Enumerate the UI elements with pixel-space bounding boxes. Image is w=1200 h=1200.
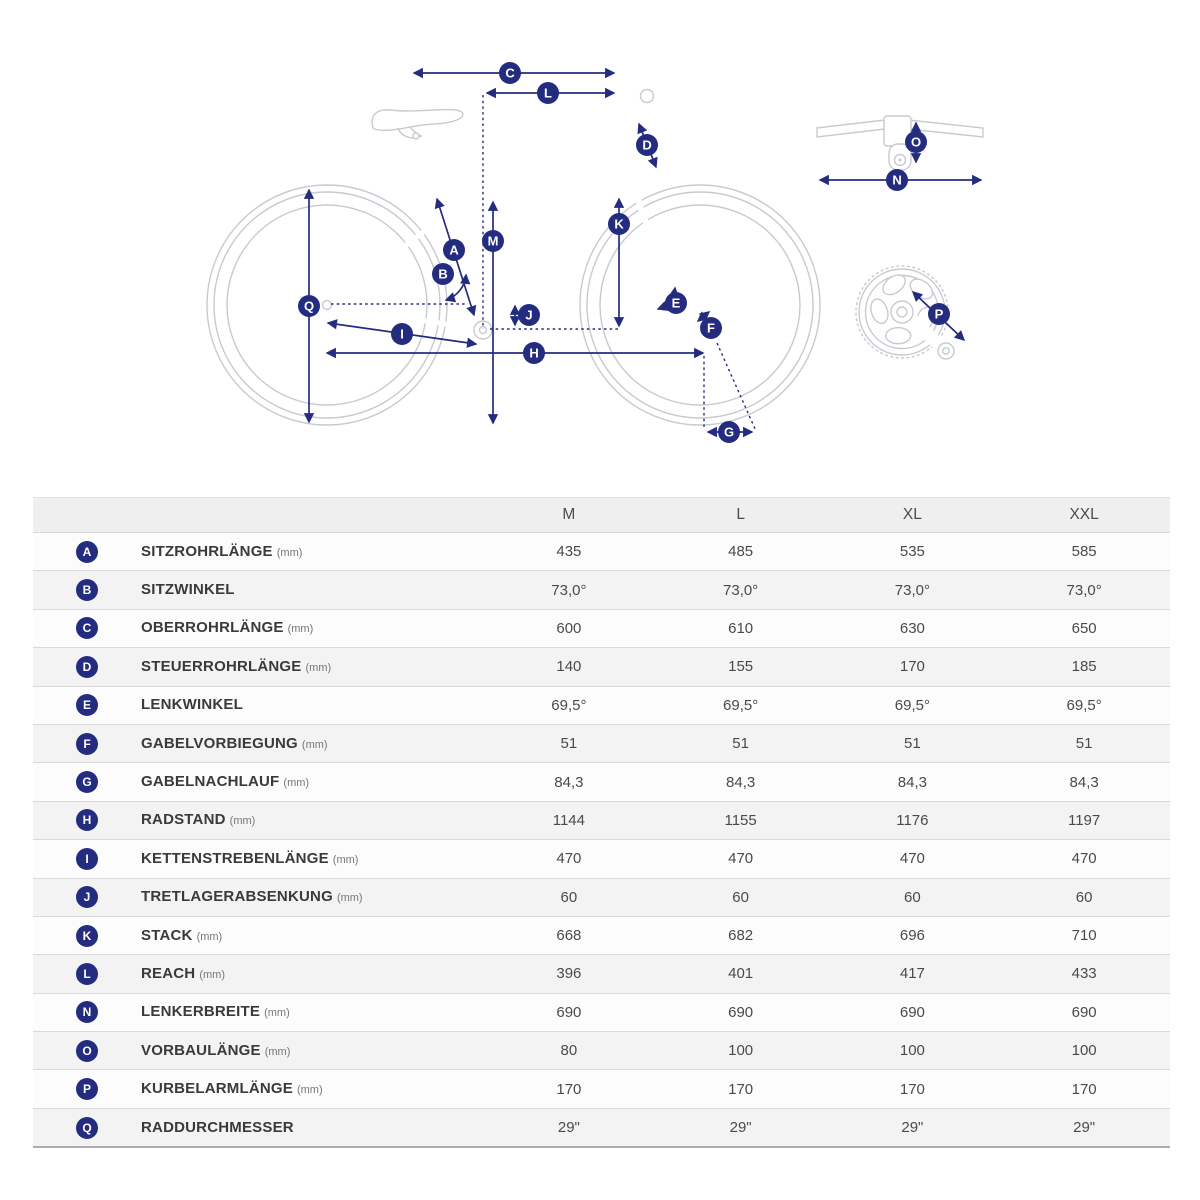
table-row — [33, 762, 1170, 800]
table-row — [33, 1031, 1170, 1069]
svg-text:D: D — [642, 137, 652, 153]
value-m: 60 — [560, 888, 578, 906]
svg-text:F: F — [707, 320, 715, 336]
value-xl: 100 — [899, 1042, 925, 1060]
svg-text:B: B — [438, 266, 448, 282]
value-xl: 170 — [899, 1080, 925, 1098]
svg-text:L: L — [544, 85, 552, 101]
svg-text:E: E — [671, 295, 681, 311]
value-xl: 470 — [899, 850, 925, 868]
svg-text:K: K — [614, 216, 624, 232]
row-label: LENKERBREITE — [141, 1003, 261, 1021]
value-m: 69,5° — [551, 696, 587, 714]
row-label: GABELNACHLAUF — [141, 773, 280, 791]
svg-text:O: O — [910, 134, 922, 150]
row-letter-badge: K — [76, 925, 98, 947]
value-xl: 84,3 — [897, 773, 927, 791]
row-letter-badge: N — [76, 1001, 98, 1023]
row-label: TRETLAGERABSENKUNG — [141, 888, 333, 906]
value-xxl: 60 — [1075, 888, 1093, 906]
value-xl: 73,0° — [894, 581, 930, 599]
value-xxl: 690 — [1071, 1003, 1097, 1021]
value-l: 100 — [728, 1042, 754, 1060]
value-l: 51 — [732, 735, 749, 753]
fork — [636, 191, 700, 308]
marker-badge-D — [636, 134, 658, 156]
table-row — [33, 916, 1170, 954]
table-row — [33, 647, 1170, 685]
row-label: VORBAULÄNGE — [141, 1041, 261, 1059]
value-xl: 630 — [899, 619, 925, 637]
svg-text:J: J — [525, 307, 533, 323]
marker-badge-I — [391, 323, 413, 345]
marker-badge-G — [718, 421, 740, 443]
svg-text:C: C — [505, 65, 515, 81]
marker-badge-F — [700, 317, 722, 339]
table-row — [33, 839, 1170, 877]
value-l: 401 — [728, 965, 754, 983]
row-unit: (mm) — [264, 1007, 290, 1020]
value-xxl: 185 — [1071, 658, 1097, 676]
table-body — [33, 532, 1170, 1148]
value-m: 73,0° — [551, 581, 587, 599]
value-xl: 417 — [899, 965, 925, 983]
row-letter-badge: F — [76, 733, 98, 755]
table-row — [33, 686, 1170, 724]
value-l: 485 — [728, 543, 754, 561]
row-unit: (mm) — [296, 1084, 323, 1097]
marker-badge-N — [886, 169, 908, 191]
table-row — [33, 609, 1170, 647]
value-xxl: 84,3 — [1069, 773, 1099, 791]
rear-dropout — [323, 301, 332, 310]
value-m: 600 — [556, 619, 582, 637]
value-m: 690 — [556, 1003, 582, 1021]
svg-text:I: I — [400, 326, 404, 342]
svg-text:G: G — [723, 424, 735, 440]
value-xxl: 170 — [1071, 1080, 1097, 1098]
svg-text:Q: Q — [303, 298, 315, 314]
value-xl: 170 — [899, 658, 925, 676]
table-row — [33, 570, 1170, 608]
row-label: RADSTAND — [141, 811, 226, 829]
table-row — [33, 954, 1170, 992]
marker-badge-Q — [298, 295, 320, 317]
value-m: 1144 — [552, 811, 585, 829]
row-unit: (mm) — [199, 968, 225, 981]
row-letter-badge: J — [76, 886, 98, 908]
marker-badge-C — [499, 62, 521, 84]
reference-lines — [331, 95, 756, 431]
row-letter-badge: O — [76, 1040, 98, 1062]
value-l: 470 — [728, 850, 754, 868]
row-label: STACK — [141, 926, 193, 944]
row-unit: (mm) — [301, 738, 328, 751]
value-xxl: 650 — [1071, 619, 1097, 637]
table-row — [33, 724, 1170, 762]
marker-badge-B — [432, 263, 454, 285]
svg-text:N: N — [892, 172, 902, 188]
marker-badge-M — [482, 230, 504, 252]
value-xl: 69,5° — [894, 696, 930, 714]
value-m: 170 — [556, 1080, 582, 1098]
size-column-header-xl: XL — [902, 506, 922, 523]
row-unit: (mm) — [336, 892, 363, 905]
value-l: 84,3 — [726, 773, 756, 791]
handlebar-sketch — [817, 116, 983, 170]
marker-badge-E — [665, 292, 687, 314]
row-label: SITZWINKEL — [141, 581, 235, 599]
row-letter-badge: G — [76, 771, 98, 793]
row-letter-badge: A — [76, 541, 98, 563]
value-l: 170 — [728, 1080, 754, 1098]
value-xl: 696 — [899, 927, 925, 945]
value-l: 1155 — [724, 811, 757, 829]
value-xxl: 470 — [1071, 850, 1097, 868]
table-row — [33, 878, 1170, 916]
value-xxl: 433 — [1071, 965, 1097, 983]
value-xxl: 51 — [1075, 735, 1093, 753]
size-column-header-l: L — [736, 506, 745, 523]
row-label: LENKWINKEL — [141, 696, 243, 714]
value-m: 668 — [556, 927, 582, 945]
size-column-header-m: M — [562, 506, 576, 523]
value-xxl: 100 — [1071, 1042, 1097, 1060]
handlebar-grip — [612, 90, 654, 122]
row-letter-badge: H — [76, 809, 98, 831]
value-l: 73,0° — [723, 581, 759, 599]
value-l: 69,5° — [723, 696, 759, 714]
table-row — [33, 1069, 1170, 1107]
row-unit: (mm) — [229, 815, 256, 828]
table-row — [33, 1108, 1170, 1146]
row-label: OBERROHRLÄNGE — [141, 619, 284, 637]
saddle — [372, 110, 463, 139]
value-xxl: 69,5° — [1066, 696, 1102, 714]
steering-axis-line — [717, 343, 756, 431]
value-m: 51 — [560, 735, 578, 753]
value-xl: 1176 — [896, 811, 929, 829]
value-m: 140 — [556, 658, 582, 676]
bike-sketch — [207, 90, 820, 426]
geometry-diagram — [0, 0, 1200, 470]
value-xl: 51 — [904, 735, 921, 753]
value-m: 29" — [557, 1119, 580, 1137]
value-l: 155 — [728, 658, 754, 676]
marker-badge-A — [443, 239, 465, 261]
row-letter-badge: Q — [76, 1117, 98, 1139]
value-m: 470 — [556, 850, 582, 868]
row-label: STEUERROHRLÄNGE — [141, 657, 302, 675]
value-m: 80 — [560, 1042, 578, 1060]
geometry-table — [33, 497, 1170, 1148]
row-unit: (mm) — [332, 853, 359, 866]
row-unit: (mm) — [287, 623, 314, 636]
value-xxl: 29" — [1073, 1119, 1096, 1137]
svg-text:H: H — [529, 345, 539, 361]
row-unit: (mm) — [305, 661, 332, 674]
row-unit: (mm) — [276, 546, 303, 559]
value-l: 610 — [728, 619, 754, 637]
marker-badge-L — [537, 82, 559, 104]
row-label: KURBELARMLÄNGE — [141, 1080, 293, 1098]
marker-badge-K — [608, 213, 630, 235]
value-m: 396 — [556, 965, 582, 983]
value-xxl: 1197 — [1067, 811, 1101, 829]
frame — [327, 119, 636, 330]
value-xl: 29" — [901, 1119, 924, 1137]
row-letter-badge: E — [76, 694, 98, 716]
row-unit: (mm) — [283, 777, 310, 790]
marker-badge-P — [928, 303, 950, 325]
value-xl: 690 — [899, 1003, 925, 1021]
marker-badge-O — [905, 131, 927, 153]
value-l: 682 — [728, 927, 754, 945]
row-letter-badge: L — [76, 963, 98, 985]
row-letter-badge: P — [76, 1078, 98, 1100]
row-letter-badge: D — [76, 656, 98, 678]
row-unit: (mm) — [196, 930, 223, 943]
row-letter-badge: B — [76, 579, 98, 601]
value-xxl: 710 — [1071, 927, 1097, 945]
value-xl: 535 — [899, 543, 925, 561]
row-label: REACH — [141, 964, 196, 982]
value-l: 60 — [732, 888, 749, 906]
marker-badge-J — [518, 304, 540, 326]
row-label: RADDURCHMESSER — [141, 1118, 294, 1136]
row-letter-badge: C — [76, 617, 98, 639]
table-header — [33, 497, 1170, 532]
row-label: SITZROHRLÄNGE — [141, 542, 273, 560]
row-label: KETTENSTREBENLÄNGE — [141, 849, 329, 867]
table-row — [33, 532, 1170, 570]
svg-text:M: M — [487, 233, 499, 249]
table-row — [33, 993, 1170, 1031]
value-l: 690 — [728, 1003, 754, 1021]
marker-badge-H — [523, 342, 545, 364]
row-label: GABELVORBIEGUNG — [141, 734, 298, 752]
size-column-header-xxl: XXL — [1069, 506, 1099, 523]
svg-text:P: P — [934, 306, 944, 322]
value-xxl: 73,0° — [1066, 581, 1102, 599]
svg-text:A: A — [449, 242, 459, 258]
value-xl: 60 — [904, 888, 921, 906]
table-row — [33, 801, 1170, 839]
row-letter-badge: I — [76, 848, 98, 870]
row-unit: (mm) — [264, 1045, 291, 1058]
value-m: 84,3 — [554, 773, 584, 791]
value-xxl: 585 — [1071, 543, 1097, 561]
value-l: 29" — [729, 1119, 752, 1137]
value-m: 435 — [556, 543, 582, 561]
